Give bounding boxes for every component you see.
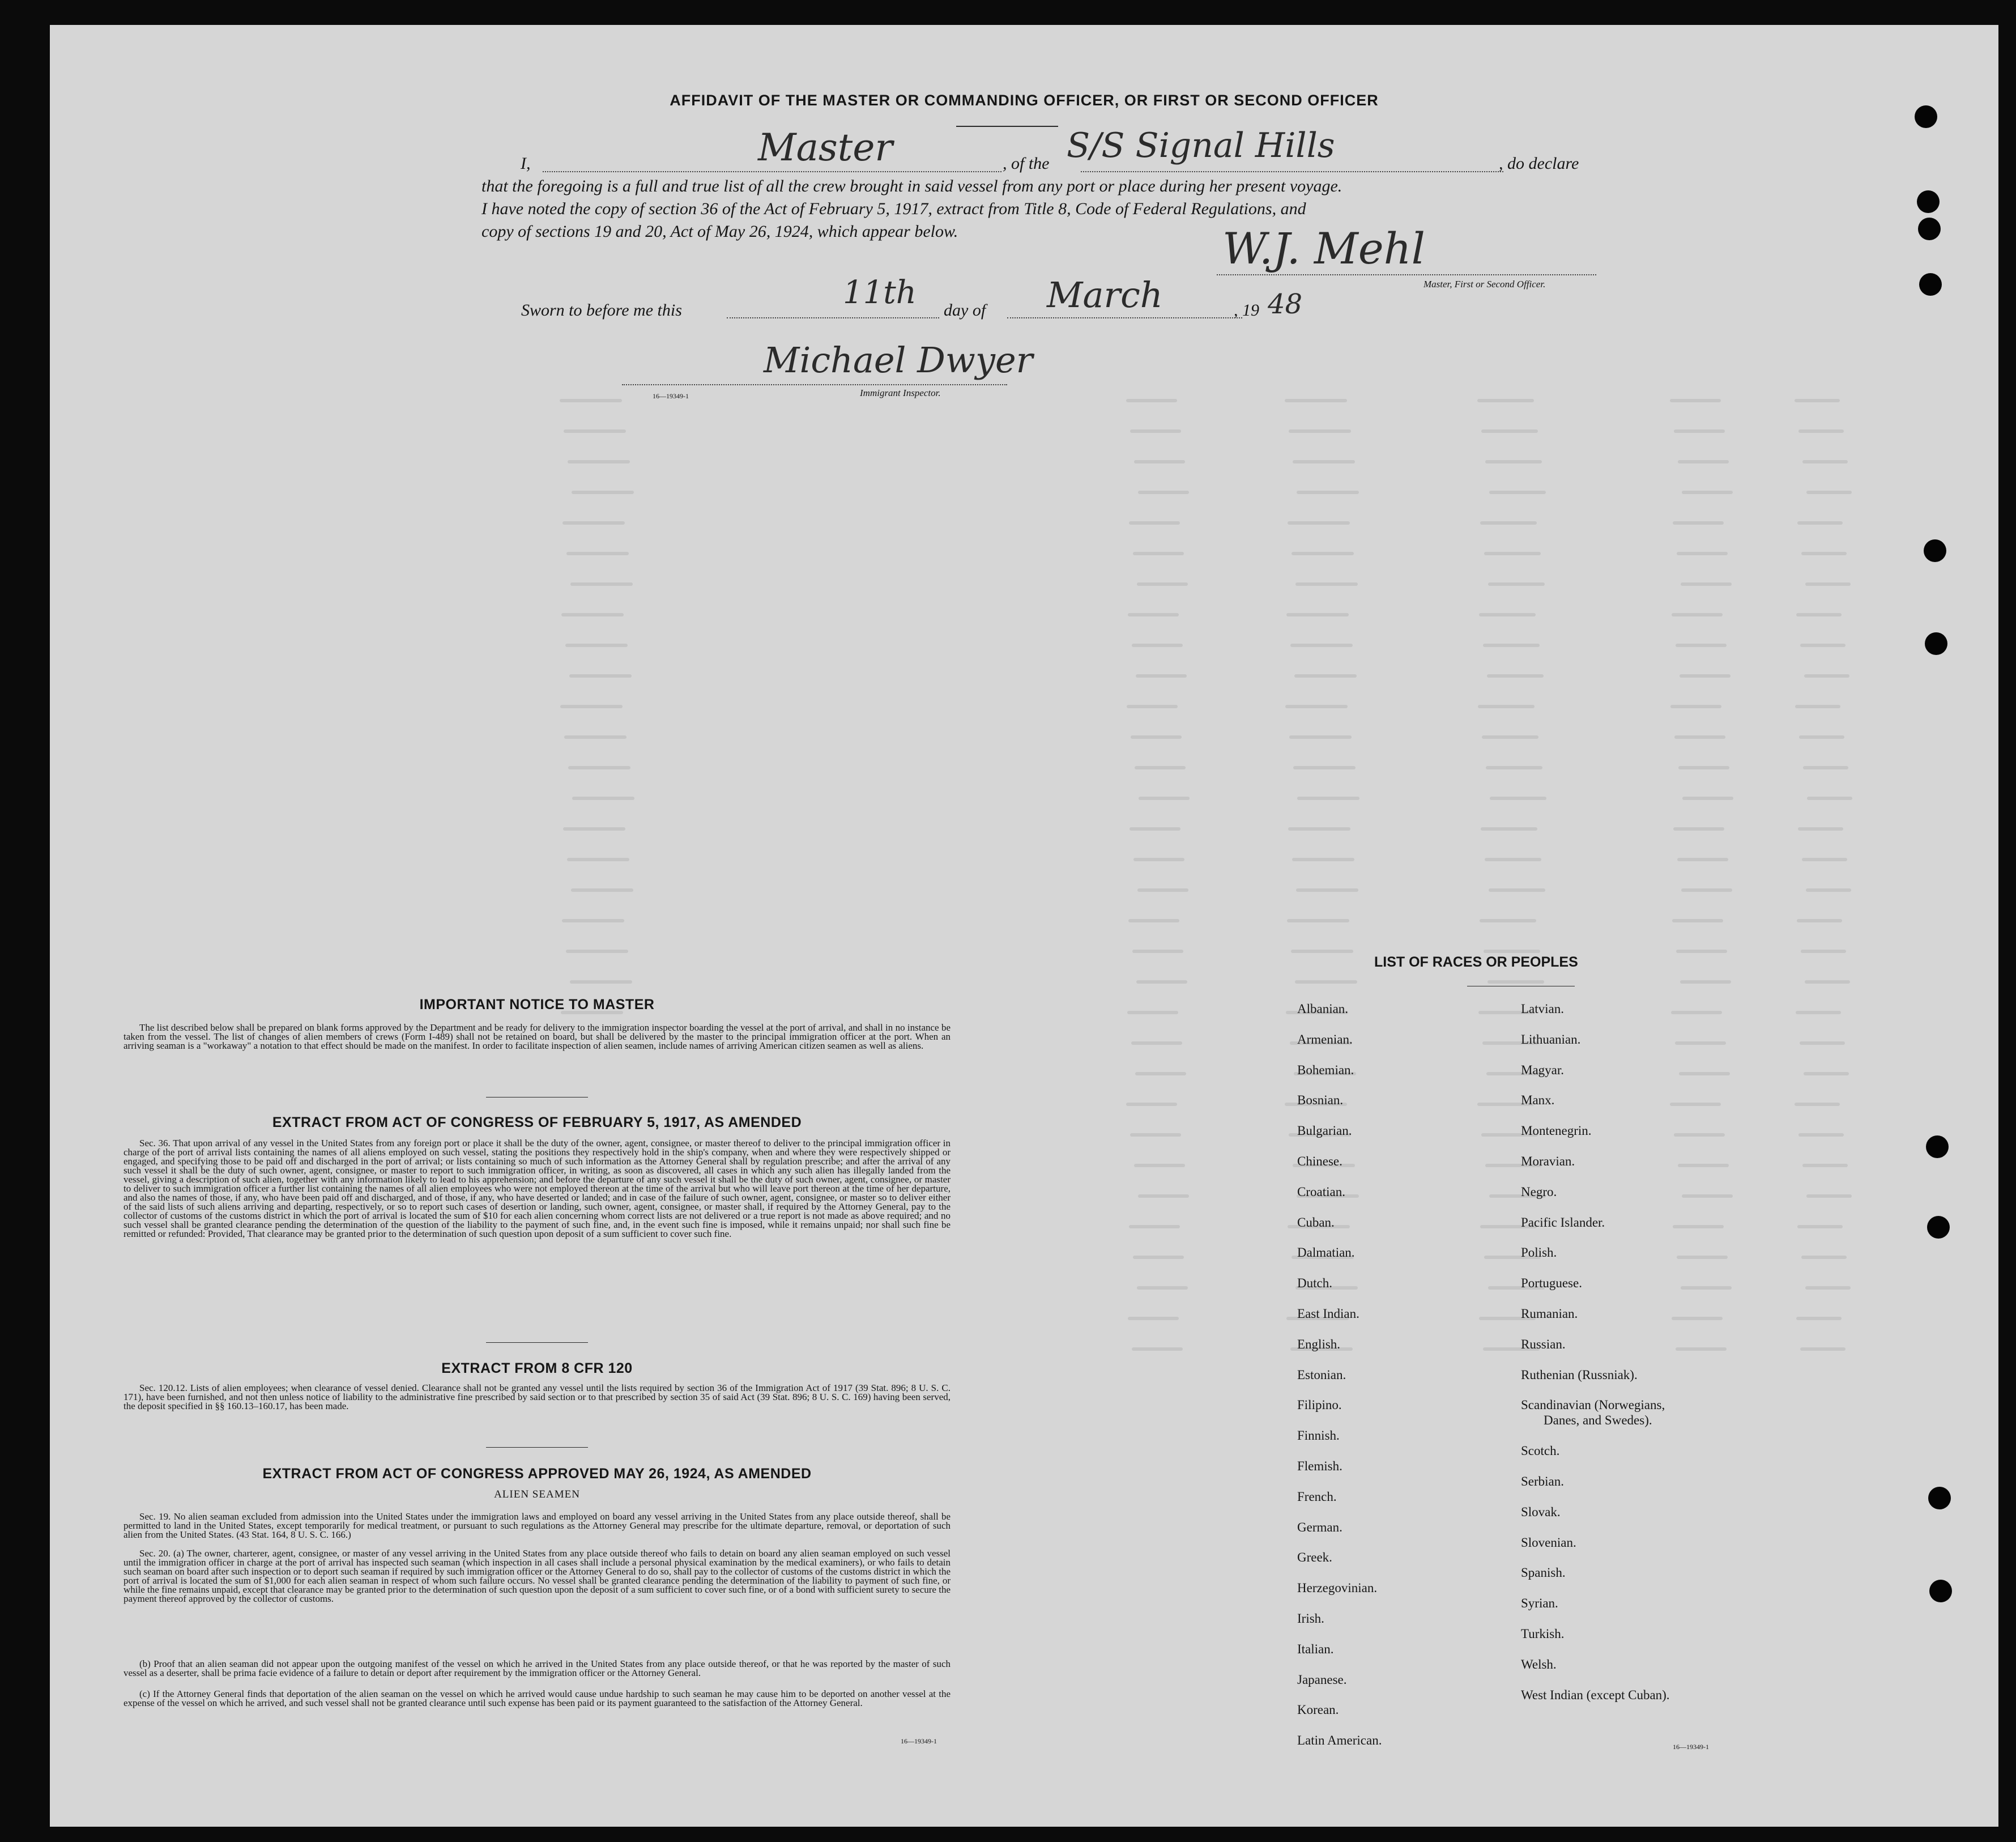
bleed-through-mark [566,950,628,953]
race-item: German. [1297,1520,1342,1534]
race-item: Moravian. [1521,1154,1575,1168]
bleed-through-mark [1806,491,1852,494]
bleed-through-mark [1131,735,1182,739]
bleed-through-mark [1134,460,1185,463]
bleed-through-mark [1806,1194,1852,1198]
notice-text: The list described below shall be prepared on blank forms approved by the Department and be ready for delivery to the immigration inspector boarding the vessel at the port of arrival, and shall in no instance be taken from the vessel. The list of changes of alien members of crews (Form I-489) shall not be retained on board, but shall be delivered by the master to the principal immigration officer at the port. When an arriving seaman is a "workaway" a notation to that effect should be made on the manifest. In order to facilitate inspection of alien seamen, include names of arriving American citizen seamen as well as aliens. [123,1022,951,1051]
divider-2 [486,1342,588,1343]
race-item: Lithuanian. [1521,1032,1581,1047]
bleed-through-mark [568,460,630,463]
bleed-through-mark [1288,521,1350,525]
bleed-through-mark [1799,735,1844,739]
bleed-through-mark [1292,552,1354,555]
bleed-through-mark [1481,429,1538,433]
bleed-through-mark [1135,766,1186,769]
bleed-through-mark [1136,980,1187,984]
bleed-through-mark [1136,674,1187,678]
bleed-through-mark [1682,491,1733,494]
sworn-text-pre: Sworn to before me this [521,301,682,320]
bleed-through-mark [1677,552,1728,555]
bleed-through-mark [1670,1103,1721,1106]
declaration-line-1-pre: I, [521,154,531,173]
extract-1924-subtitle: ALIEN SEAMEN [494,1488,580,1500]
bleed-through-mark [1678,1164,1729,1167]
extract-1924-sec19: Sec. 19. No alien seaman excluded from admission into the United States under the immigration laws and employed on board any vessel arriving in the United States from any place outside thereof, shall be permitted to land in the United States, except temporarily for medical treatment, or pursuant to such regulations as the Attorney General may prescribe for the ultimate departure, removal, or deportation of such alien from the United States. (43 Stat. 164, 8 U. S. C. 166.) [123,1511,951,1540]
bleed-through-mark [1296,888,1358,892]
extract-8cfr-text: Sec. 120.12. Lists of alien employees; when clearance of vessel denied. Clearance shall not be granted any vessel until the lists required by section 36 of the Immigration Act of 1917 (39 Stat. 896; 8 U. S. C. 171), have been furnished, and not then unless notice of liability to the administrative fine prescribed by said section or to that prescribed by section 35 of said Act (39 Stat. 896; 8 U. S. C. 169) having been served, the deposit specified in §§ 160.13–160.17, has been made. [123,1382,951,1411]
race-item: West Indian (except Cuban). [1521,1687,1670,1702]
bleed-through-mark [1129,521,1180,525]
bleed-through-mark [1287,919,1349,922]
bleed-through-mark [1297,491,1359,494]
declaration-line-1-mid: , of the [1003,154,1050,173]
race-item: Scandinavian (Norwegians, [1521,1398,1665,1413]
bleed-through-mark [564,429,626,433]
race-item: Estonian. [1297,1367,1346,1382]
race-item: Finnish. [1297,1428,1340,1443]
bleed-through-mark [1678,766,1729,769]
bleed-through-mark [572,797,634,800]
extract-8cfr-title: EXTRACT FROM 8 CFR 120 [441,1360,633,1376]
bleed-through-mark [1137,1286,1188,1290]
race-item: Polish. [1521,1245,1557,1260]
inspector-signature: Michael Dwyer [764,339,1033,381]
bleed-through-mark [1128,919,1179,922]
inspector-caption: Immigrant Inspector. [860,388,941,398]
bleed-through-mark [1670,399,1721,402]
bleed-through-mark [1802,1164,1848,1167]
bleed-through-mark [1681,1286,1732,1290]
race-item: Japanese. [1297,1672,1347,1687]
name-handwritten: Master [758,126,893,169]
bleed-through-mark [1806,888,1851,892]
bleed-through-mark [1131,1041,1182,1045]
bleed-through-mark [1800,1347,1845,1351]
bleed-through-mark [564,735,626,739]
race-item: Danes, and Swedes). [1544,1413,1652,1428]
bleed-through-mark [1672,919,1723,922]
master-caption: Master, First or Second Officer. [1423,279,1546,290]
race-item: Serbian. [1521,1474,1565,1488]
bleed-through-mark [1138,1194,1189,1198]
bleed-through-mark [1126,1103,1177,1106]
bleed-through-mark [1132,644,1183,647]
race-item: Bosnian. [1297,1093,1344,1108]
bleed-through-mark [1797,1225,1843,1228]
punch-hole [1928,1487,1951,1509]
race-item: Negro. [1521,1184,1557,1199]
punch-hole [1925,632,1947,655]
month-dotted-line [1007,317,1242,318]
bleed-through-mark [1675,1041,1726,1045]
race-item: Scotch. [1521,1444,1560,1458]
bleed-through-mark [1484,950,1540,953]
race-item: English. [1297,1337,1341,1351]
race-item: Montenegrin. [1521,1124,1592,1138]
bleed-through-mark [1481,827,1537,831]
race-item: Syrian. [1521,1596,1558,1611]
bleed-through-mark [1677,1256,1728,1259]
bleed-through-mark [1293,766,1356,769]
punch-hole [1926,1135,1949,1158]
bleed-through-mark [1798,827,1843,831]
race-item: Spanish. [1521,1566,1566,1580]
extract-1924-sec20a: Sec. 20. (a) The owner, charterer, agent, consignee, or master of any vessel arriving in the United States from any place outside thereof who fails to detain on board any alien seaman employed on such vessel until the immigration officer in charge at the port of arrival has inspected such seaman (which inspection in all cases shall include a personal physical examination by the medical examiners), or who fails to detain such seaman on board after such inspection or to deport such seaman if required by such immigration officer or the Attorney General to do so, shall pay to the collector of customs of the customs district in which the port of arrival is located the sum of $1,000 for each alien seaman in respect of whom such failure occurs. No vessel shall be granted clearance pending the determination of the liability to payment of such fine, or while the fine remains unpaid, except that clearance may be granted prior to the determination of such question upon the deposit of a sum sufficient to cover such fine, or of a bond with sufficient surety to secure the payment thereof approved by the collector of customs. [123,1548,951,1604]
declaration-line-4: copy of sections 19 and 20, Act of May 26, 1924, which appear below. [481,222,958,241]
bleed-through-mark [560,399,622,402]
affidavit-title: AFFIDAVIT OF THE MASTER OR COMMANDING OFFICER, OR FIRST OR SECOND OFFICER [670,92,1379,109]
race-item: Chinese. [1297,1154,1342,1168]
race-item: Italian. [1297,1641,1334,1656]
bleed-through-mark [1127,1011,1178,1014]
extract-1924-sec20c: (c) If the Attorney General finds that deportation of the alien seaman on the vessel on which he arrived would cause undue hardship to such seaman he may cause him to be deported on another vessel at the expense of the vessel on which he arrived, and such vessel shall not be granted clearance until such expense has been paid or its payment guaranteed to the satisfaction of the Attorney General. [123,1688,951,1708]
bleed-through-mark [1682,797,1733,800]
bleed-through-mark [563,827,625,831]
bleed-through-mark [1670,705,1721,708]
bleed-through-mark [1804,1072,1849,1075]
bleed-through-mark [1289,429,1351,433]
bleed-through-mark [1674,735,1725,739]
bleed-through-mark [1139,797,1190,800]
race-item: East Indian. [1297,1307,1359,1321]
bleed-through-mark [1795,1103,1840,1106]
bleed-through-mark [1680,674,1731,678]
bleed-through-mark [1802,858,1847,861]
bleed-through-mark [1137,888,1188,892]
bleed-through-mark [1803,766,1848,769]
bleed-through-mark [1796,1317,1842,1320]
master-signature: W.J. Mehl [1222,223,1425,274]
punch-hole [1917,190,1940,213]
race-item: Manx. [1521,1093,1555,1108]
bleed-through-mark [1137,582,1188,586]
bleed-through-mark [1672,613,1723,616]
bleed-through-mark [561,613,624,616]
bleed-through-mark [1292,858,1354,861]
bleed-through-mark [1677,858,1728,861]
race-item: Portuguese. [1521,1276,1582,1291]
bleed-through-mark [1676,950,1727,953]
sworn-day-handwritten: 11th [843,274,917,311]
bleed-through-mark [1807,797,1852,800]
bleed-through-mark [1800,1041,1845,1045]
vessel-dotted-line [1081,171,1503,172]
race-item: Flemish. [1297,1459,1342,1473]
bleed-through-mark [1682,1194,1733,1198]
bleed-through-mark [1805,980,1850,984]
race-item: Korean. [1297,1703,1339,1717]
bleed-through-mark [1290,644,1353,647]
sworn-text-mid: day of [944,301,986,320]
sworn-year-handwritten: 48 [1268,288,1303,320]
punch-hole [1915,105,1937,128]
bleed-through-mark [1295,980,1357,984]
race-item: French. [1297,1489,1337,1504]
bleed-through-mark [1285,705,1348,708]
bleed-through-mark [1126,399,1177,402]
bleed-through-mark [1484,552,1541,555]
bleed-through-mark [1796,613,1842,616]
punch-hole [1927,1216,1950,1239]
bleed-through-mark [1671,1011,1722,1014]
bleed-through-mark [1133,552,1184,555]
notice-title: IMPORTANT NOTICE TO MASTER [419,997,655,1013]
vessel-handwritten: S/S Signal Hills [1067,126,1335,165]
race-item: Herzegovinian. [1297,1581,1378,1596]
bleed-through-mark [1800,644,1845,647]
bleed-through-mark [1489,888,1545,892]
bleed-through-mark [562,919,624,922]
race-item: Dalmatian. [1297,1245,1355,1260]
bleed-through-mark [1483,644,1540,647]
bleed-through-mark [1485,460,1542,463]
bleed-through-mark [1673,827,1724,831]
bleed-through-mark [1479,613,1536,616]
divider-3 [486,1447,588,1448]
bleed-through-mark [1133,1256,1184,1259]
race-item: Cuban. [1297,1215,1335,1230]
bleed-through-mark [566,552,629,555]
bleed-through-mark [1673,1225,1724,1228]
bleed-through-mark [1795,705,1840,708]
master-signature-line [1217,274,1596,275]
bleed-through-mark [1487,674,1544,678]
bleed-through-mark [1134,1164,1185,1167]
bleed-through-mark [570,582,633,586]
bleed-through-mark [1482,735,1538,739]
bleed-through-mark [1796,1011,1841,1014]
bleed-through-mark [1672,1317,1723,1320]
bleed-through-mark [1676,1347,1727,1351]
bleed-through-mark [1804,674,1849,678]
declaration-line-2: that the foregoing is a full and true list of all the crew brought in said vessel from any port or place during her present voyage. [481,177,1342,195]
extract-form-number: 16—19349-1 [901,1737,937,1745]
race-item: Irish. [1297,1611,1324,1626]
bleed-through-mark [1676,644,1727,647]
bleed-through-mark [1135,1072,1186,1075]
bleed-through-mark [1797,919,1842,922]
race-item: Filipino. [1297,1398,1342,1413]
bleed-through-mark [1294,674,1357,678]
race-item: Welsh. [1521,1657,1557,1671]
bleed-through-mark [570,980,632,984]
race-item: Croatian. [1297,1184,1345,1199]
race-item: Bohemian. [1297,1062,1354,1077]
bleed-through-mark [1288,827,1350,831]
bleed-through-mark [1486,766,1542,769]
races-title: LIST OF RACES OR PEOPLES [1374,954,1578,970]
bleed-through-mark [1681,888,1732,892]
extract-1924-title: EXTRACT FROM ACT OF CONGRESS APPROVED MAY 26, 1924, AS AMENDED [262,1466,812,1482]
bleed-through-mark [1129,1225,1180,1228]
bleed-through-mark [1138,491,1189,494]
bleed-through-mark [1797,521,1843,525]
bleed-through-mark [1289,735,1352,739]
bleed-through-mark [1679,1072,1730,1075]
bleed-through-mark [1795,399,1840,402]
bleed-through-mark [1480,919,1536,922]
bleed-through-mark [1286,613,1349,616]
bleed-through-mark [1801,950,1846,953]
bleed-through-mark [1128,1317,1179,1320]
sworn-year-prefix: , 19 [1234,301,1259,320]
punch-hole [1918,218,1941,240]
punch-hole [1919,273,1942,296]
bleed-through-mark [567,858,629,861]
bleed-through-mark [560,705,623,708]
bleed-through-mark [565,644,628,647]
bleed-through-mark [1127,705,1178,708]
document-page [50,25,1998,1827]
race-item: Greek. [1297,1550,1332,1565]
race-item: Ruthenian (Russniak). [1521,1367,1638,1382]
bleed-through-mark [1477,399,1534,402]
bleed-through-mark [572,491,634,494]
name-dotted-line [543,171,1001,172]
bleed-through-mark [1805,1286,1851,1290]
bleed-through-mark [1489,491,1546,494]
bleed-through-mark [568,766,630,769]
bleed-through-mark [1805,582,1851,586]
bleed-through-mark [1285,399,1347,402]
inspector-signature-line [622,384,1007,385]
races-form-number: 16—19349-1 [1673,1743,1709,1751]
bleed-through-mark [1488,582,1545,586]
bleed-through-mark [1681,582,1732,586]
bleed-through-mark [1478,705,1535,708]
bleed-through-mark [1680,980,1731,984]
bleed-through-mark [1802,460,1848,463]
bleed-through-mark [1485,858,1541,861]
race-item: Magyar. [1521,1062,1565,1077]
bleed-through-mark [1291,950,1353,953]
bleed-through-mark [1293,460,1355,463]
extract-1924-sec20b: (b) Proof that an alien seaman did not appear upon the outgoing manifest of the vessel on which he arrived in the United States from any place outside thereof, or that he was reported by the master of such vessel as a deserter, shall be prima facie evidence of a failure to detain or deport after requirement by the immigration officer or the Attorney General. [123,1658,951,1678]
bleed-through-mark [1480,521,1537,525]
race-item: Pacific Islander. [1521,1215,1605,1230]
bleed-through-mark [1490,797,1546,800]
extract-1917-title: EXTRACT FROM ACT OF CONGRESS OF FEBRUARY 5, 1917, AS AMENDED [272,1114,802,1130]
day-dotted-line [727,317,939,318]
bleed-through-mark [1295,582,1358,586]
bleed-through-mark [1297,797,1359,800]
bleed-through-mark [1488,980,1544,984]
declaration-line-3: I have noted the copy of section 36 of the Act of February 5, 1917, extract from Title 8, Code of Federal Regulations, and [481,199,1306,218]
declaration-line-1-post: , do declare [1499,154,1579,173]
bleed-through-mark [562,521,625,525]
bleed-through-mark [1133,858,1184,861]
bleed-through-mark [1798,429,1844,433]
bleed-through-mark [1678,460,1729,463]
race-item: Latin American. [1297,1733,1382,1748]
bleed-through-mark [1674,429,1725,433]
race-item: Rumanian. [1521,1307,1578,1321]
bleed-through-mark [1130,827,1180,831]
punch-hole [1929,1580,1952,1602]
race-item: Russian. [1521,1337,1566,1351]
bleed-through-mark [1128,613,1179,616]
race-item: Turkish. [1521,1627,1565,1641]
bleed-through-mark [571,888,633,892]
race-item: Bulgarian. [1297,1124,1352,1138]
bleed-through-mark [1130,429,1181,433]
sworn-month-handwritten: March [1047,274,1163,316]
bleed-through-mark [1673,521,1724,525]
bleed-through-mark [569,674,632,678]
bleed-through-mark [1801,552,1847,555]
bleed-through-mark [1132,950,1183,953]
race-item: Latvian. [1521,1002,1564,1016]
punch-hole [1924,539,1946,562]
bleed-through-mark [1801,1256,1847,1259]
extract-1917-text: Sec. 36. That upon arrival of any vessel in the United States from any foreign port or place it shall be the duty of the owner, agent, consignee, or master thereof to deliver to the principal immigration officer in charge of the port of arrival lists containing the names of all aliens employed on such vessel, stating the positions they respectively hold in the ship's company, when and where they were respectively shipped or engaged, and specifying those to be paid off and discharged in the port of arrival; or lists containing so much of such information as the Attorney General shall by regulation prescribe; and after the arrival of any such vessel it shall be the duty of such owner, agent, consignee, or master to report to such immigration officer, in writing, as soon as discovered, all cases in which any such alien has illegally landed from the vessel, giving a description of such alien, together with any information likely to lead to his apprehension; and before the departure of any such vessel it shall be the duty of such owner, agent, consignee, or master to deliver to such immigration officer a further list containing the names of all alien employees who were not employed thereon at the time of the arrival but who will leave port thereon at the time of her departure, and also the names of those, if any, who have been paid off and discharged, and of those, if any, who have deserted or landed; and in case of the failure of such owner, agent, consignee, or master so to deliver either of the said lists of such aliens arriving and departing, respectively, or so to report such cases of desertion or landing, such owner, agent, consignee, or master shall, if required by the Attorney General, pay to the collector of customs of the customs district in which the port of arrival is located the sum of $10 for each alien concerning whom correct lists are not delivered or a true report is not made as above required; and no such vessel shall be granted clearance pending the determination of the question of the liability to the payment of such fine, and, in the event such fine is imposed, while it remains unpaid; nor shall such fine be remitted or refunded: Provided, That clearance may be granted prior to the determination of such question upon deposit of a sum sufficient to cover such fine. [123,1138,951,1239]
race-item: Slovenian. [1521,1535,1576,1550]
race-item: Albanian. [1297,1002,1349,1016]
race-item: Slovak. [1521,1504,1561,1519]
race-item: Dutch. [1297,1276,1332,1291]
bleed-through-mark [1674,1133,1725,1137]
title-divider [956,126,1058,127]
bleed-through-mark [1132,1347,1183,1351]
bleed-through-mark [1130,1133,1181,1137]
bleed-through-mark [1798,1133,1844,1137]
race-item: Armenian. [1297,1032,1353,1047]
affidavit-form-number: 16—19349-1 [653,392,689,400]
